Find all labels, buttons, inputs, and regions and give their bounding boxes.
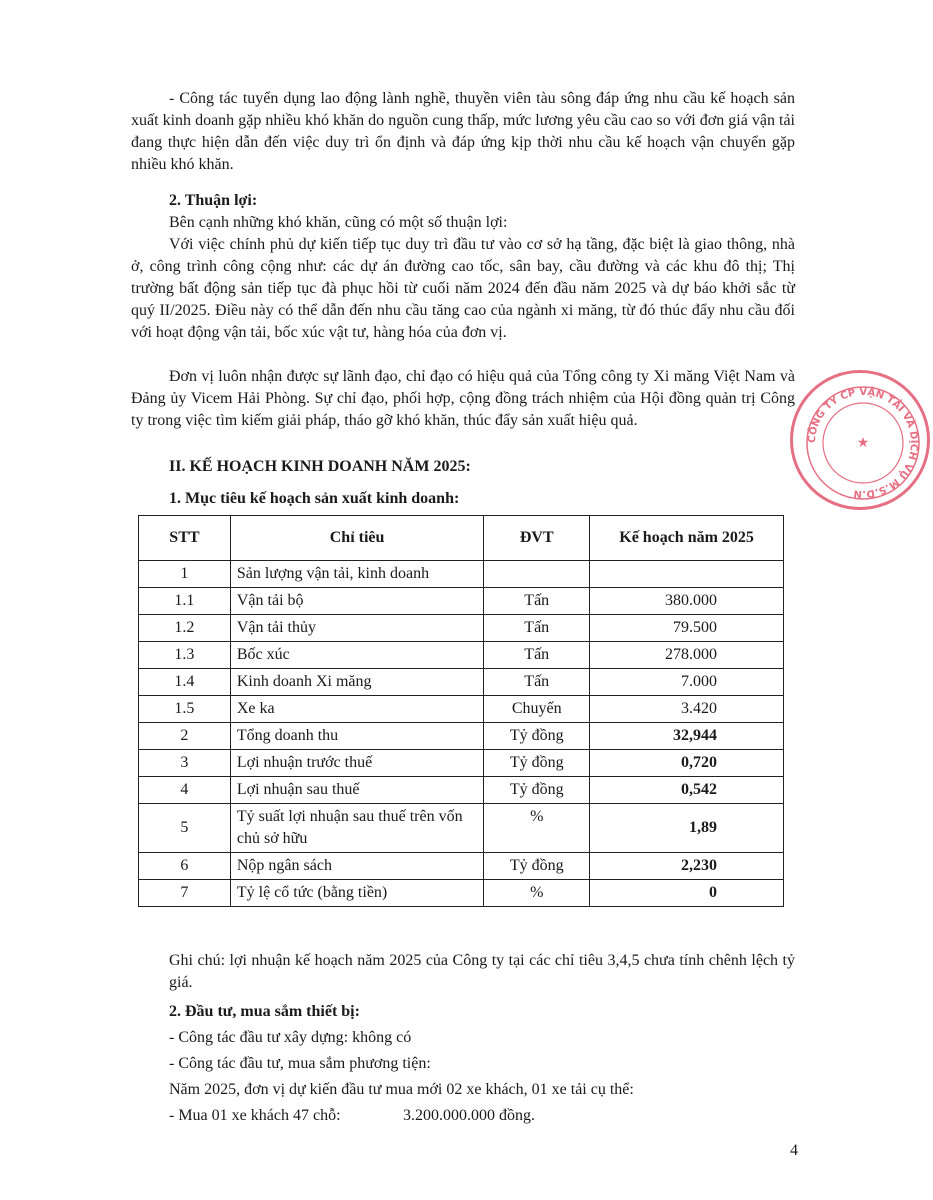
cell-dvt [484,561,590,588]
table-row [139,588,784,615]
table-header-row [139,516,784,561]
cell-ke-hoach [590,561,784,588]
cell-stt: 1.2 [139,615,231,642]
paragraph-advantages-intro: Bên cạnh những khó khăn, cũng có một số thuận lợi: [169,214,508,231]
cell-ke-hoach: 0,720 [590,750,784,777]
cell-ke-hoach: 3.420 [590,696,784,723]
cell-chi-tieu: Bốc xúc [230,642,483,669]
cell-stt: 3 [139,750,231,777]
heading-business-plan: II. KẾ HOẠCH KINH DOANH NĂM 2025: [169,458,471,475]
table-row [139,750,784,777]
cell-chi-tieu: Vận tải thủy [230,615,483,642]
investment-bus-value: 3.200.000.000 đồng. [403,1107,535,1124]
cell-chi-tieu: Lợi nhuận trước thuế [230,750,483,777]
investment-vehicles: - Công tác đầu tư, mua sắm phương tiện: [169,1055,431,1072]
table-note: Ghi chú: lợi nhuận kế hoạch năm 2025 của Công ty tại các chỉ tiêu 3,4,5 chưa tính chênh lệch tỷ giá. [169,952,795,991]
page-number: 4 [790,1142,798,1159]
cell-chi-tieu: Nộp ngân sách [230,853,483,880]
cell-ke-hoach: 7.000 [590,669,784,696]
cell-chi-tieu: Vận tải bộ [230,588,483,615]
svg-text:★: ★ [856,435,870,451]
paragraph-infrastructure: Với việc chính phủ dự kiến tiếp tục duy trì đầu tư vào cơ sở hạ tầng, đặc biệt là giao thông, nhà ở, công trình công cộng như: các dự án đường cao tốc, sân bay, cầu đường và các khu đô thị; Thị trường bất động sản tiếp tục đà phục hồi từ cuối năm 2024 đến đầu năm 2025 và dự báo khởi sắc từ quý II/2025. Điều này có thể dẫn đến nhu cầu tăng cao của ngành xi măng, từ đó thúc đẩy nhu cầu đối với hoạt động vận tải, bốc xúc vật tư, hàng hóa của đơn vị. [131,236,795,341]
business-plan-table [138,515,784,907]
cell-ke-hoach: 278.000 [590,642,784,669]
cell-dvt: Tỷ đồng [484,853,590,880]
cell-stt: 1.5 [139,696,231,723]
investment-plan-2025: Năm 2025, đơn vị dự kiến đầu tư mua mới 02 xe khách, 01 xe tải cụ thể: [169,1081,634,1098]
cell-chi-tieu: Lợi nhuận sau thuế [230,777,483,804]
seal-text: CÔNG TY CP VẬN TẢI VÀ DỊCH VỤ M.S.D.N [806,386,920,500]
cell-stt: 1.4 [139,669,231,696]
cell-dvt: % [484,804,590,853]
cell-stt: 2 [139,723,231,750]
heading-advantages: 2. Thuận lợi: [169,192,258,209]
table-row [139,880,784,907]
cell-ke-hoach: 1,89 [590,804,784,853]
cell-dvt: Tấn [484,669,590,696]
paragraph-recruitment: - Công tác tuyển dụng lao động lành nghề, thuyền viên tàu sông đáp ứng nhu cầu kế hoạch sản xuất kinh doanh gặp nhiều khó khăn do nguồn cung thấp, mức lương yêu cầu cao so với đơn giá vận tải đang thực hiện dẫn đến việc duy trì ổn định và đáp ứng kịp thời nhu cầu kế hoạch vận chuyển gặp nhiều khó khăn. [131,90,795,173]
cell-ke-hoach: 32,944 [590,723,784,750]
cell-stt: 1.1 [139,588,231,615]
table-row [139,561,784,588]
cell-chi-tieu: Xe ka [230,696,483,723]
table-row [139,853,784,880]
table-row [139,669,784,696]
cell-dvt: Tỷ đồng [484,750,590,777]
cell-stt: 4 [139,777,231,804]
cell-stt: 5 [139,804,231,853]
table-row [139,777,784,804]
cell-stt: 1 [139,561,231,588]
cell-stt: 7 [139,880,231,907]
heading-investment: 2. Đầu tư, mua sắm thiết bị: [169,1003,360,1020]
table-row [139,804,784,853]
investment-construction: - Công tác đầu tư xây dựng: không có [169,1029,412,1046]
cell-dvt: Tỷ đồng [484,777,590,804]
header-stt: STT [139,516,231,561]
investment-bus-item: - Mua 01 xe khách 47 chỗ: [169,1107,341,1124]
header-ke-hoach: Kế hoạch năm 2025 [590,516,784,561]
cell-stt: 6 [139,853,231,880]
paragraph-leadership: Đơn vị luôn nhận được sự lãnh đạo, chỉ đạo có hiệu quả của Tổng công ty Xi măng Việt Nam và Đảng ủy Vicem Hải Phòng. Sự chỉ đạo, phối hợp, cộng đồng trách nhiệm của Hội đồng quản trị Công ty trong việc tìm kiếm giải pháp, tháo gỡ khó khăn, thúc đẩy sản xuất hiệu quả. [131,368,795,429]
cell-dvt: Tỷ đồng [484,723,590,750]
cell-chi-tieu: Kinh doanh Xi măng [230,669,483,696]
table-row [139,615,784,642]
cell-dvt: Tấn [484,615,590,642]
cell-stt: 1.3 [139,642,231,669]
table-row [139,642,784,669]
cell-ke-hoach: 380.000 [590,588,784,615]
cell-dvt: Tấn [484,588,590,615]
cell-chi-tieu: Tổng doanh thu [230,723,483,750]
cell-ke-hoach: 79.500 [590,615,784,642]
table-row [139,723,784,750]
table-row [139,696,784,723]
cell-dvt: % [484,880,590,907]
cell-ke-hoach: 2,230 [590,853,784,880]
cell-ke-hoach: 0,542 [590,777,784,804]
header-dvt: ĐVT [484,516,590,561]
cell-ke-hoach: 0 [590,880,784,907]
heading-production-targets: 1. Mục tiêu kế hoạch sản xuất kinh doanh: [169,490,460,507]
cell-chi-tieu: Tỷ suất lợi nhuận sau thuế trên vốn chủ sở hữu [230,804,483,853]
company-seal-stamp [790,370,930,510]
cell-dvt: Chuyến [484,696,590,723]
cell-chi-tieu: Sản lượng vận tải, kinh doanh [230,561,483,588]
cell-dvt: Tấn [484,642,590,669]
header-chi-tieu: Chỉ tiêu [230,516,483,561]
seal-ring-icon [793,373,933,513]
cell-chi-tieu: Tỷ lệ cổ tức (bằng tiền) [230,880,483,907]
